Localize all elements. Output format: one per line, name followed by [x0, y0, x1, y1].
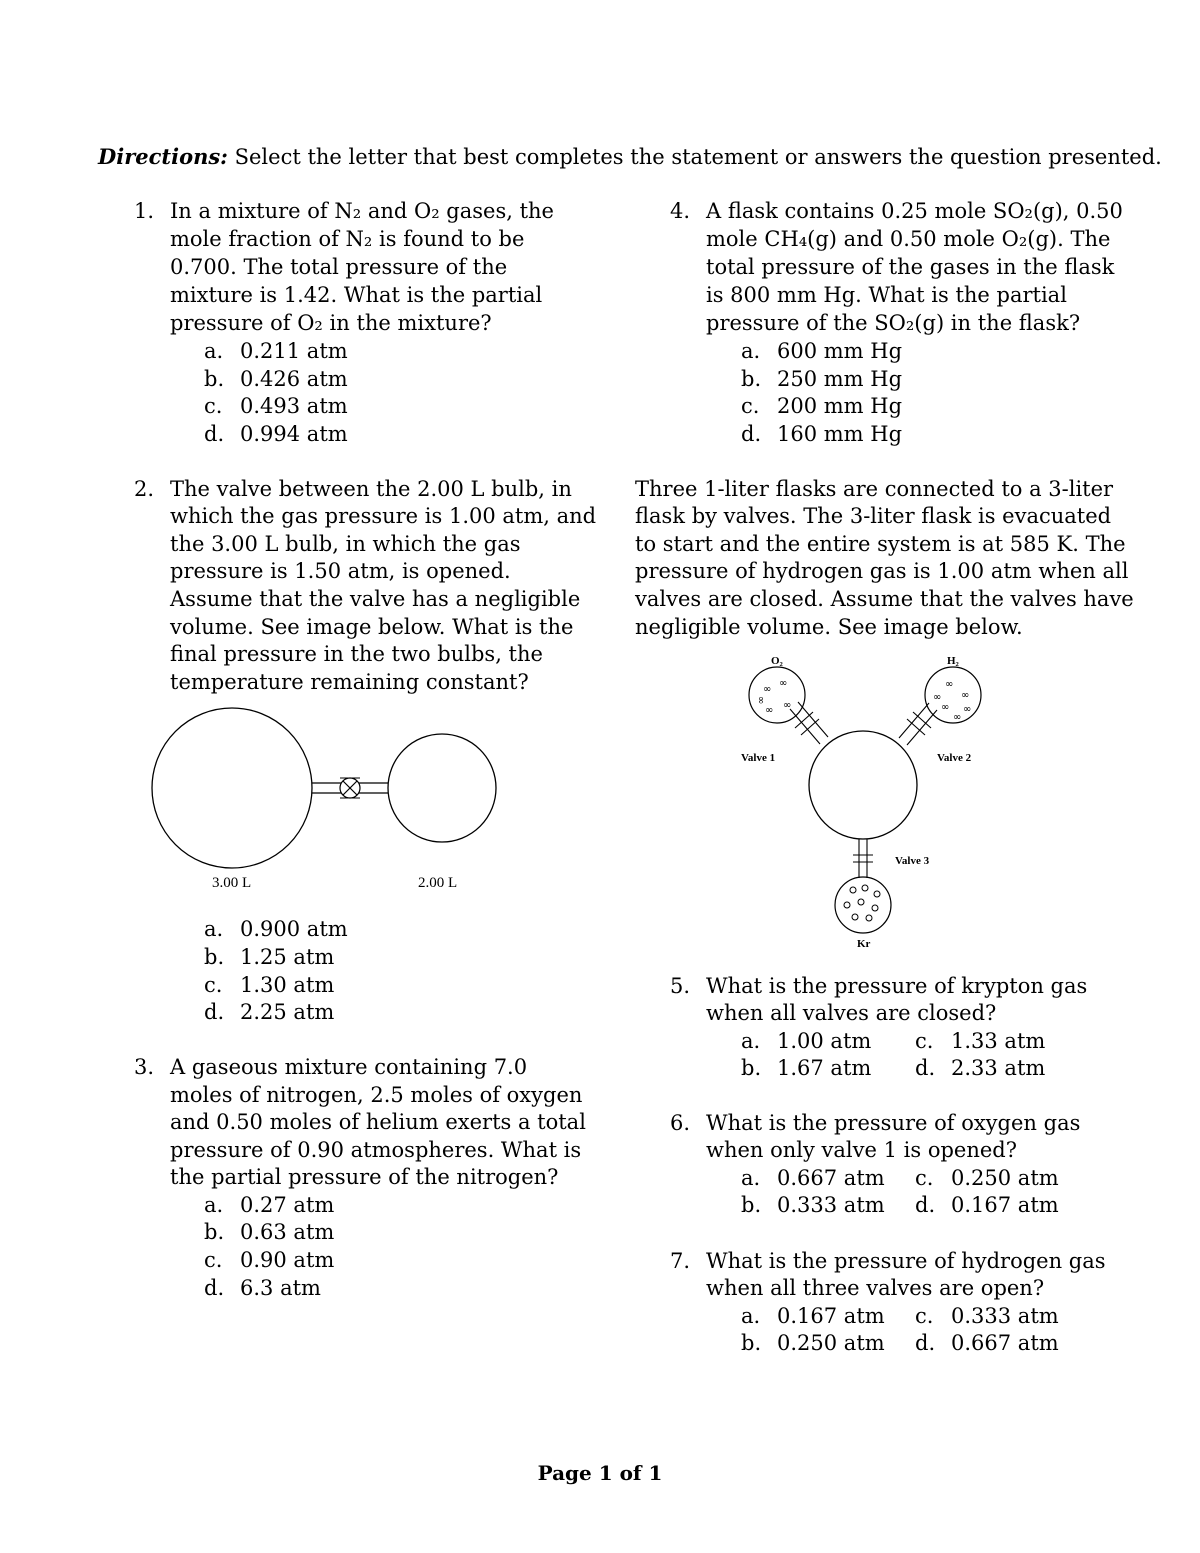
answer-option-b[interactable]: b. 0.333 atm [741, 1193, 885, 1217]
question-text-line: In a mixture of N₂ and O₂ gases, the [170, 199, 554, 223]
answer-option-a[interactable]: a. 1.00 atm [741, 1029, 872, 1053]
question-number: 5. [670, 974, 691, 998]
svg-text:∞: ∞ [933, 692, 942, 703]
svg-text:∞: ∞ [779, 678, 788, 689]
question-text-line: What is the pressure of hydrogen gas [706, 1249, 1106, 1273]
question-text-line: final pressure in the two bulbs, the [170, 642, 543, 666]
question-text-line: 0.700. The total pressure of the [170, 255, 508, 279]
answer-option-a[interactable]: a. 600 mm Hg [741, 339, 903, 363]
small-bulb [388, 734, 496, 842]
question-number: 6. [670, 1111, 691, 1135]
question-text-line: pressure of 0.90 atmospheres. What is [170, 1138, 582, 1162]
answer-option-c[interactable]: c. 0.90 atm [204, 1248, 335, 1272]
question-text-line: pressure of the SO₂(g) in the flask? [706, 311, 1081, 335]
four-flask-diagram [735, 650, 995, 955]
question-text-line: the 3.00 L bulb, in which the gas [170, 532, 521, 556]
question-text-line: when all three valves are open? [706, 1276, 1045, 1300]
answer-option-b[interactable]: b. 1.67 atm [741, 1056, 872, 1080]
question-text-line: mole fraction of N₂ is found to be [170, 227, 525, 251]
valve-1-label: Valve 1 [741, 752, 776, 764]
answer-option-c[interactable]: c. 1.30 atm [204, 973, 335, 997]
question-text-line: mole CH₄(g) and 0.50 mole O₂(g). The [706, 227, 1111, 251]
answer-option-c[interactable]: c. 0.493 atm [204, 394, 348, 418]
answer-option-b[interactable]: b. 0.426 atm [204, 367, 348, 391]
question-text-line: volume. See image below. What is the [170, 615, 574, 639]
stem-text-line: negligible volume. See image below. [635, 615, 1023, 639]
answer-option-c[interactable]: c. 1.33 atm [915, 1029, 1046, 1053]
svg-text:∞: ∞ [945, 679, 954, 690]
question-text-line: which the gas pressure is 1.00 atm, and [170, 504, 597, 528]
directions-label: Directions: [98, 144, 228, 169]
question-number: 4. [670, 199, 691, 223]
svg-text:∞: ∞ [763, 684, 772, 695]
question-text-line: pressure of O₂ in the mixture? [170, 311, 492, 335]
answer-option-d[interactable]: d. 0.994 atm [204, 422, 348, 446]
question-text-line: A gaseous mixture containing 7.0 [170, 1055, 528, 1079]
answer-option-a[interactable]: a. 0.900 atm [204, 917, 348, 941]
answer-option-d[interactable]: d. 160 mm Hg [741, 422, 903, 446]
answer-option-a[interactable]: a. 0.167 atm [741, 1304, 885, 1328]
answer-option-d[interactable]: d. 2.25 atm [204, 1000, 335, 1024]
valve-2-label: Valve 2 [937, 752, 972, 764]
answer-option-c[interactable]: c. 0.333 atm [915, 1304, 1059, 1328]
question-text-line: A flask contains 0.25 mole SO₂(g), 0.50 [706, 199, 1123, 223]
large-bulb [152, 708, 312, 868]
question-text-line: The valve between the 2.00 L bulb, in [170, 477, 572, 501]
large-bulb-label: 3.00 L [212, 875, 252, 891]
answer-option-d[interactable]: d. 6.3 atm [204, 1276, 321, 1300]
svg-text:∞: ∞ [961, 690, 970, 701]
answer-option-b[interactable]: b. 250 mm Hg [741, 367, 903, 391]
stem-text-line: Three 1-liter flasks are connected to a 3-liter [635, 477, 1114, 501]
stem-text-line: flask by valves. The 3-liter flask is evacuated [635, 504, 1112, 528]
svg-text:∞: ∞ [963, 704, 972, 715]
question-number: 2. [134, 477, 155, 501]
kr-flask [835, 877, 891, 933]
answer-option-b[interactable]: b. 0.63 atm [204, 1220, 335, 1244]
question-text-line: when only valve 1 is opened? [706, 1138, 1017, 1162]
question-text-line: total pressure of the gases in the flask [706, 255, 1115, 279]
question-text-line: What is the pressure of krypton gas [706, 974, 1088, 998]
svg-text:∞: ∞ [953, 712, 962, 723]
svg-text:∞: ∞ [755, 696, 766, 705]
answer-option-d[interactable]: d. 0.667 atm [915, 1331, 1059, 1355]
answer-option-b[interactable]: b. 1.25 atm [204, 945, 335, 969]
small-bulb-label: 2.00 L [418, 875, 458, 891]
directions [98, 143, 1162, 171]
answer-option-a[interactable]: a. 0.667 atm [741, 1166, 885, 1190]
question-text-line: when all valves are closed? [706, 1001, 997, 1025]
question-text-line: the partial pressure of the nitrogen? [170, 1165, 559, 1189]
answer-option-a[interactable]: a. 0.27 atm [204, 1193, 335, 1217]
central-flask [809, 731, 917, 839]
h2-flask [925, 667, 981, 723]
question-text-line: mixture is 1.42. What is the partial [170, 283, 543, 307]
stem-text-line: valves are closed. Assume that the valves have [635, 587, 1134, 611]
valve-3-label: Valve 3 [895, 855, 930, 867]
page-footer: Page 1 of 1 [537, 1461, 663, 1485]
kr-label: Kr [857, 938, 871, 950]
question-text-line: What is the pressure of oxygen gas [706, 1111, 1081, 1135]
o2-flask [749, 667, 805, 723]
svg-text:∞: ∞ [941, 702, 950, 713]
question-text-line: moles of nitrogen, 2.5 moles of oxygen [170, 1083, 583, 1107]
answer-option-c[interactable]: c. 0.250 atm [915, 1166, 1059, 1190]
directions-text: Select the letter that best completes the statement or answers the question presented. [227, 145, 1162, 169]
question-text-line: pressure is 1.50 atm, is opened. [170, 559, 511, 583]
answer-option-d[interactable]: d. 2.33 atm [915, 1056, 1046, 1080]
svg-text:∞: ∞ [783, 700, 792, 711]
stem-text-line: pressure of hydrogen gas is 1.00 atm when all [635, 559, 1129, 583]
answer-option-a[interactable]: a. 0.211 atm [204, 339, 348, 363]
svg-text:∞: ∞ [765, 705, 774, 716]
question-number: 1. [134, 199, 155, 223]
stem-text-line: to start and the entire system is at 585 K. The [635, 532, 1126, 556]
h2-label: H₂ [947, 655, 959, 667]
question-text-line: is 800 mm Hg. What is the partial [706, 283, 1067, 307]
o2-label: O₂ [771, 655, 783, 667]
answer-option-b[interactable]: b. 0.250 atm [741, 1331, 885, 1355]
question-text-line: Assume that the valve has a negligible [170, 587, 581, 611]
question-number: 3. [134, 1055, 155, 1079]
question-text-line: temperature remaining constant? [170, 670, 529, 694]
answer-option-c[interactable]: c. 200 mm Hg [741, 394, 903, 418]
question-text-line: and 0.50 moles of helium exerts a total [170, 1110, 586, 1134]
valve-icon [340, 778, 360, 798]
answer-option-d[interactable]: d. 0.167 atm [915, 1193, 1059, 1217]
two-bulb-diagram [140, 700, 510, 900]
question-number: 7. [670, 1249, 691, 1273]
